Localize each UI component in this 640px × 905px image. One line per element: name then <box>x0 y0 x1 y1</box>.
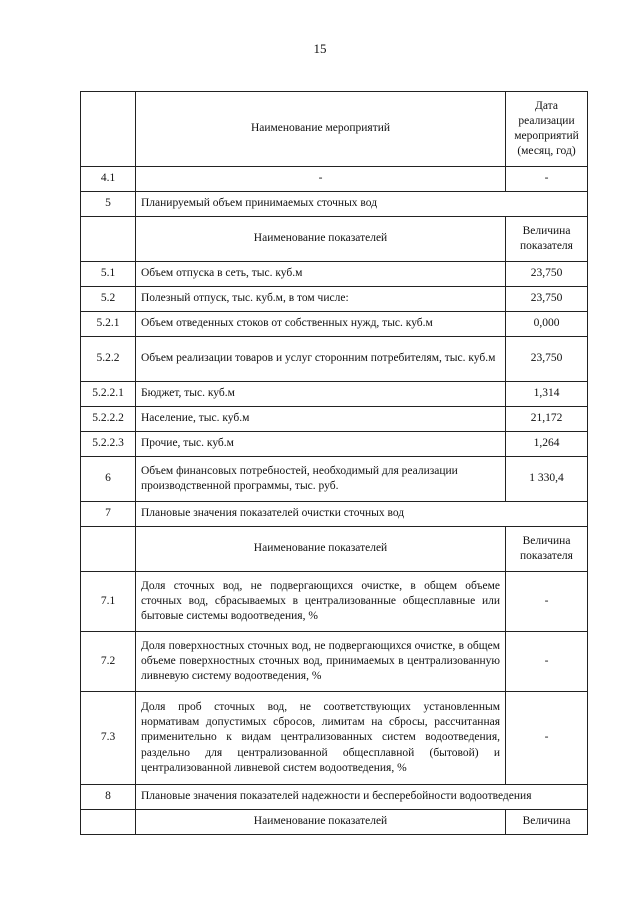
subheader-row <box>81 810 588 835</box>
row-number: 6 <box>81 457 136 502</box>
row-name: Полезный отпуск, тыс. куб.м, в том числе: <box>136 287 506 312</box>
row-value: 1 330,4 <box>506 457 588 502</box>
section-number: 8 <box>81 785 136 810</box>
row-value: 0,000 <box>506 312 588 337</box>
row-name: Объем реализации товаров и услуг сторонним потребителям, тыс. куб.м <box>136 337 506 382</box>
row-name: Доля поверхностных сточных вод, не подвергающихся очистке, в общем объеме поверхностных сточных вод, принимаемых в централизованную ливневую систему водоотведения, % <box>136 632 506 692</box>
table-row <box>81 632 588 692</box>
row-value: 21,172 <box>506 407 588 432</box>
subheader-value-cell: Величина показателя <box>506 217 588 262</box>
row-value: 23,750 <box>506 262 588 287</box>
page-number: 15 <box>313 41 327 56</box>
row-value: 1,314 <box>506 382 588 407</box>
row-name: Бюджет, тыс. куб.м <box>136 382 506 407</box>
row-number: 5.1 <box>81 262 136 287</box>
header-name-cell: Наименование мероприятий <box>136 92 506 167</box>
row-value: 23,750 <box>506 337 588 382</box>
table-row <box>81 407 588 432</box>
subheader-num-cell <box>81 527 136 572</box>
table-row <box>81 262 588 287</box>
table-row <box>81 287 588 312</box>
row-number: 7.2 <box>81 632 136 692</box>
row-number: 5.2.2.2 <box>81 407 136 432</box>
row-number: 4.1 <box>81 167 136 192</box>
row-name: Объем финансовых потребностей, необходимый для реализации производственной программы, тыс. руб. <box>136 457 506 502</box>
table-row <box>81 432 588 457</box>
row-name: Объем отведенных стоков от собственных нужд, тыс. куб.м <box>136 312 506 337</box>
row-name: - <box>136 167 506 192</box>
section-number: 7 <box>81 502 136 527</box>
row-value: - <box>506 692 588 785</box>
subheader-row <box>81 217 588 262</box>
row-number: 5.2.2 <box>81 337 136 382</box>
row-name: Доля проб сточных вод, не соответствующих установленным нормативам допустимых сбросов, лимитам на сбросы, рассчитанная применительно к видам централизованных систем водоотведения, раздельно для централизованной общесплавной (бытовой) и централизованной ливневой систем водоотведения, % <box>136 692 506 785</box>
subheader-num-cell <box>81 217 136 262</box>
subheader-value-cell: Величина показателя <box>506 527 588 572</box>
table-row <box>81 167 588 192</box>
table-row <box>81 382 588 407</box>
section-row <box>81 785 588 810</box>
subheader-name-cell: Наименование показателей <box>136 217 506 262</box>
section-row <box>81 502 588 527</box>
row-number: 5.2.2.1 <box>81 382 136 407</box>
row-value: - <box>506 632 588 692</box>
subheader-num-cell <box>81 810 136 835</box>
table-row <box>81 337 588 382</box>
row-number: 7.3 <box>81 692 136 785</box>
header-num-cell <box>81 92 136 167</box>
row-number: 5.2.1 <box>81 312 136 337</box>
row-name: Объем отпуска в сеть, тыс. куб.м <box>136 262 506 287</box>
table-row <box>81 692 588 785</box>
row-value: 23,750 <box>506 287 588 312</box>
row-value: - <box>506 572 588 632</box>
subheader-row <box>81 527 588 572</box>
row-value: - <box>506 167 588 192</box>
row-name: Население, тыс. куб.м <box>136 407 506 432</box>
table-header-row <box>81 92 588 167</box>
row-name: Доля сточных вод, не подвергающихся очистке, в общем объеме сточных вод, сбрасываемых в централизованные общесплавные или бытовые системы водоотведения, % <box>136 572 506 632</box>
program-table <box>80 91 588 835</box>
subheader-value-cell: Величина <box>506 810 588 835</box>
row-number: 7.1 <box>81 572 136 632</box>
section-number: 5 <box>81 192 136 217</box>
subheader-name-cell: Наименование показателей <box>136 527 506 572</box>
table-row <box>81 312 588 337</box>
table-row <box>81 572 588 632</box>
row-value: 1,264 <box>506 432 588 457</box>
section-row <box>81 192 588 217</box>
section-title: Плановые значения показателей надежности и бесперебойности водоотведения <box>136 785 588 810</box>
row-number: 5.2 <box>81 287 136 312</box>
section-title: Плановые значения показателей очистки сточных вод <box>136 502 588 527</box>
row-name: Прочие, тыс. куб.м <box>136 432 506 457</box>
row-number: 5.2.2.3 <box>81 432 136 457</box>
header-date-cell: Дата реализации мероприятий (месяц, год) <box>506 92 588 167</box>
subheader-name-cell: Наименование показателей <box>136 810 506 835</box>
section-title: Планируемый объем принимаемых сточных вод <box>136 192 588 217</box>
table-row <box>81 457 588 502</box>
